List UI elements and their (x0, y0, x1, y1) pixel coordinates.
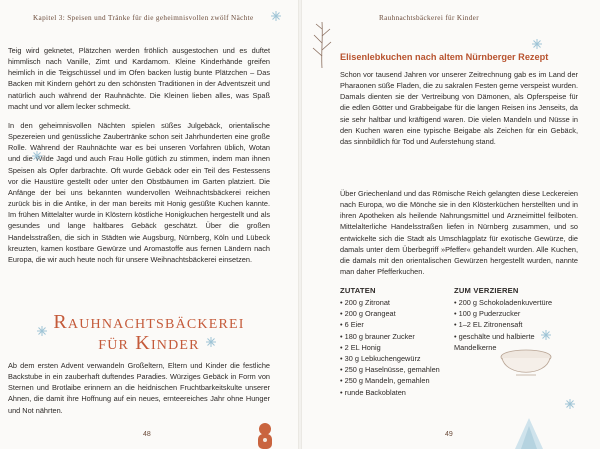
left-bottom-paragraph: Ab dem ersten Advent verwandeln Großeltern, Eltern und Kinder die festliche Backstube in ein zauberhaft duftendes Paradies. Würziges Gebäck in Form von Sternen und Brotlaibe erinnern an die heidnischen Fruchtbarkeitskulte unserer Ahnen, die damit ihre Hoffnung auf ein neues, ernteereiches Jahr ohne Hunger und Not nährten. (8, 361, 270, 415)
list-item: • 2 EL Honig (340, 342, 460, 353)
list-item: • 250 g Haselnüsse, gemahlen (340, 364, 460, 375)
page-number-right: 49 (445, 431, 453, 438)
snowflake-icon (564, 398, 576, 410)
bowl-icon (498, 345, 554, 383)
tree-icon (512, 416, 546, 449)
snowflake-icon (531, 38, 543, 50)
left-running-head: Kapitel 3: Speisen und Tränke für die geheimnisvollen zwölf Nächte (33, 14, 254, 22)
left-body-text (8, 45, 270, 273)
page-number-left: 48 (143, 431, 151, 438)
section-title-line-1: Rauhnachtsbäckerei (53, 311, 245, 333)
right-running-head: Rauhnachtsbäckerei für Kinder (379, 14, 479, 22)
list-item: • runde Backoblaten (340, 387, 460, 398)
section-title (0, 312, 298, 354)
list-item: • 6 Eier (340, 319, 460, 330)
list-item: • 180 g brauner Zucker (340, 331, 460, 342)
list-item: • 1–2 EL Zitronensaft (454, 319, 574, 330)
ingredients-list (340, 297, 460, 398)
snowflake-icon (31, 150, 43, 162)
list-item: • 100 g Puderzucker (454, 308, 574, 319)
list-item: • geschälte und halbierte Mandelkerne (454, 331, 574, 353)
snowflake-icon (540, 329, 552, 341)
gingerbread-icon (253, 422, 277, 449)
section-title-line-2: für Kinder (98, 332, 200, 354)
left-page (0, 0, 298, 449)
list-item: • 30 g Lebkuchengewürz (340, 353, 460, 364)
sprig-icon (307, 18, 337, 70)
right-page (302, 0, 600, 449)
recipe-intro-paragraph: Schon vor tausend Jahren vor unserer Zeitrechnung gab es im Land der Pharaonen süße Fladen, die zu sakralen Festen gerne verspeist wurden. Damals dienten sie der Vertreibung von Dämonen, als Opferspeise für die edlen Götter und Grabbeigabe für die langen Reisen ins Jenseits, da sie sehr haltbar und kräftigend waren. Die vielen Mandeln und Nüsse in den Kuchen waren eine typische Beigabe als Zeichen für ein Gebäck, das sinnbildlich für Tod und Auferstehung stand. (340, 70, 578, 146)
ingredients-heading: ZUTATEN (340, 286, 376, 295)
left-paragraph-1: Teig wird geknetet, Plätzchen werden fröhlich ausgestochen und es duftet himmlisch nach Vanille, Zimt und Kardamom. Kleine Kinderhände greifen heimlich in die Teigschüssel und im Ofen backen lustig bunte Plätzchen – Das Backen mit Kindern gehört zu den schönsten Traditionen in der Adventszeit und natürlich auch während der Rauhnächte. Die Kleinen lieben alles, was Spaß macht und vor allem lecker schmeckt. (8, 46, 270, 111)
list-item: • 250 g Mandeln, gemahlen (340, 375, 460, 386)
recipe-history-paragraph: Über Griechenland und das Römische Reich gelangten diese Leckereien nach Europa, wo die Mönche sie in den Klösterküchen herstellten und in ihren Apotheken als heilende Nahrungsmittel und Arzneimittel feilboten. Mittelalterliche Handelsstraßen liefen in Nürnberg zusammen, und so entwickelte sich die Stadt als Umschlagplatz für exotische Gewürze, die damals unter dem Überbegriff »Pfeffer« gehandelt wurden. Alle Kuchen, die damals mit den orientalischen Gewürzen hergestellt wurden, nannte man daher Pfefferkuchen. (340, 189, 578, 277)
left-paragraph-2: In den geheimnisvollen Nächten spielen süßes Julgebäck, orientalische Spezereien und genüssliche Zaubertränke schon seit Jahrhunderten eine große Rolle. Während der Rauhnächte war es bei unseren Vorfahren üblich, Wotan und die Wilde Jagd und auch Frau Holle gütlich zu stimmen, indem man ihnen Speisen als Opfer darbrachte. Oft wurde Gebäck oder ein Teil des Festessens vor die Haustüre gestellt oder unter den Obstbäumen im Garten platziert. Die Anfänge der bei uns bekannten wundervollen Weihnachtsbäckerei reichen zurück bis in die Antike, in der man bereits mit Honig gesüßte Kuchen kannte. Im frühen Mittelalter wurde in Klöstern köstliche Honigkuchen hergestellt und als gesundes und lange haltbares Gebäck geschätzt. Über die großen Handelsstraßen, die sich in Städten wie Augsburg, Nürnberg, Köln und Lübeck kreuzten, kamen kostbare Gewürze und Aromastoffe aus fernen Ländern nach Europa, die wir auch heute noch für unsere Weihnachtsbäckerei einsetzen. (8, 120, 270, 264)
recipe-title: Elisenlebkuchen nach altem Nürnberger Rezept (340, 52, 549, 62)
list-item: • 200 g Schokoladenkuvertüre (454, 297, 574, 308)
list-item: • 200 g Orangeat (340, 308, 460, 319)
snowflake-icon (270, 10, 282, 22)
list-item: • 200 g Zitronat (340, 297, 460, 308)
decor-heading: ZUM VERZIEREN (454, 286, 519, 295)
